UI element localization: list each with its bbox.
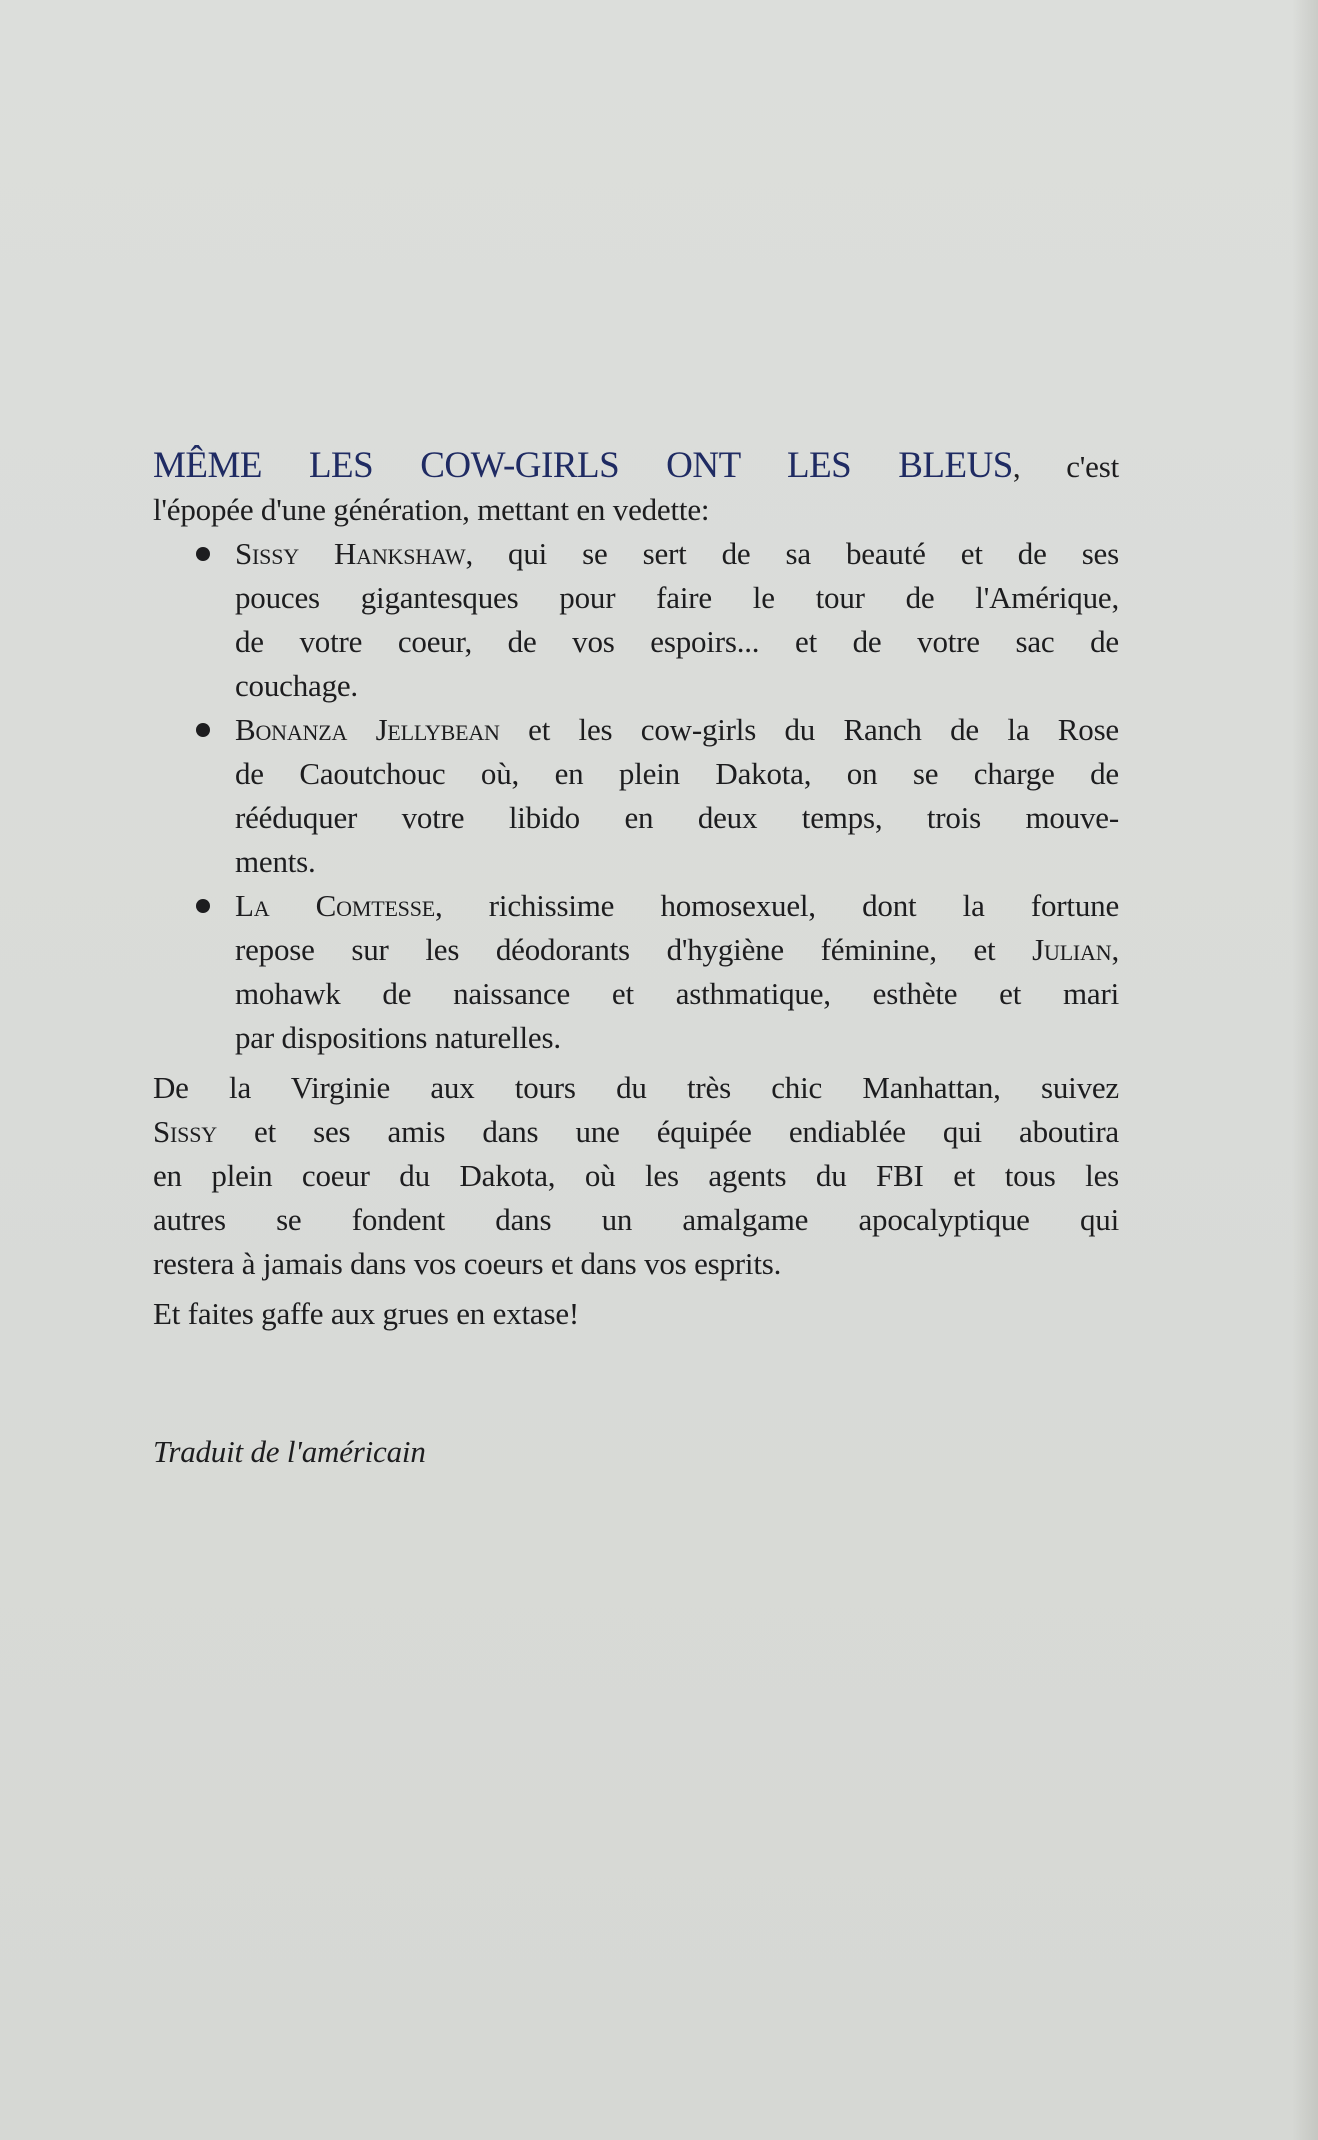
title-line [153,444,1119,488]
bullet-icon [196,899,210,913]
back-cover-text [153,444,1119,1474]
book-title: MÊME LES COW-GIRLS ONT LES BLEUS [153,445,1013,486]
text-line [235,796,1119,840]
bullet-icon [196,723,210,737]
character-name: Bonanza Jellybean [235,712,500,747]
text-segment: rééduquer votre libido en deux temps, trois mouve- [235,800,1119,835]
text-segment: , [1111,932,1119,967]
text-segment: et les cow-girls du Ranch de la Rose [499,712,1119,747]
text-segment: autres se fondent dans un amalgame apocalyptique qui [153,1202,1119,1237]
text-line [235,972,1119,1016]
text-segment: restera à jamais dans vos coeurs et dans vos esprits. [153,1246,782,1281]
text-line [153,1198,1119,1242]
text-segment: , qui se sert de sa beauté et de ses [465,536,1119,571]
text-line [235,576,1119,620]
text-line [153,1066,1119,1110]
text-segment: ments. [235,844,316,879]
character-name: Sissy [153,1114,217,1149]
summary-paragraph [153,1066,1119,1286]
translation-note: Traduit de l'américain [153,1434,426,1469]
character-list [153,532,1119,1060]
text-segment: pouces gigantesques pour faire le tour de l'Amérique, [235,580,1119,615]
text-line [235,664,1119,708]
text-line [235,620,1119,664]
text-line [235,1016,1119,1060]
text-segment: de Caoutchouc où, en plein Dakota, on se charge de [235,756,1119,791]
intro-line: l'épopée d'une génération, mettant en vedette: [153,492,710,527]
text-segment: par dispositions naturelles. [235,1020,561,1055]
character-name: Sissy Hankshaw [235,536,466,571]
title-suffix: , c'est [1012,449,1119,484]
character-list-item [153,884,1119,1060]
text-line [153,1110,1119,1154]
text-line [235,708,1119,752]
character-name: Julian [1032,932,1112,967]
character-name: La Comtesse [235,888,435,923]
text-line [235,928,1119,972]
text-line [153,1242,1119,1286]
character-list-item [153,708,1119,884]
text-line [235,840,1119,884]
text-line [235,532,1119,576]
text-segment: de votre coeur, de vos espoirs... et de votre sac de [235,624,1119,659]
closing-line: Et faites gaffe aux grues en extase! [153,1296,580,1331]
text-segment: , richissime homosexuel, dont la fortune [435,888,1119,923]
text-segment: couchage. [235,668,358,703]
text-segment: repose sur les déodorants d'hygiène féminine, et [235,932,1033,967]
text-line [235,752,1119,796]
text-line [235,884,1119,928]
text-line [153,1154,1119,1198]
page-edge-shadow [1292,0,1318,2140]
text-segment: De la Virginie aux tours du très chic Manhattan, suivez [153,1070,1119,1105]
bullet-icon [196,547,210,561]
character-list-item [153,532,1119,708]
text-segment: mohawk de naissance et asthmatique, esthète et mari [235,976,1119,1011]
text-segment: en plein coeur du Dakota, où les agents du FBI et tous les [153,1158,1119,1193]
text-segment: et ses amis dans une équipée endiablée qui aboutira [216,1114,1119,1149]
